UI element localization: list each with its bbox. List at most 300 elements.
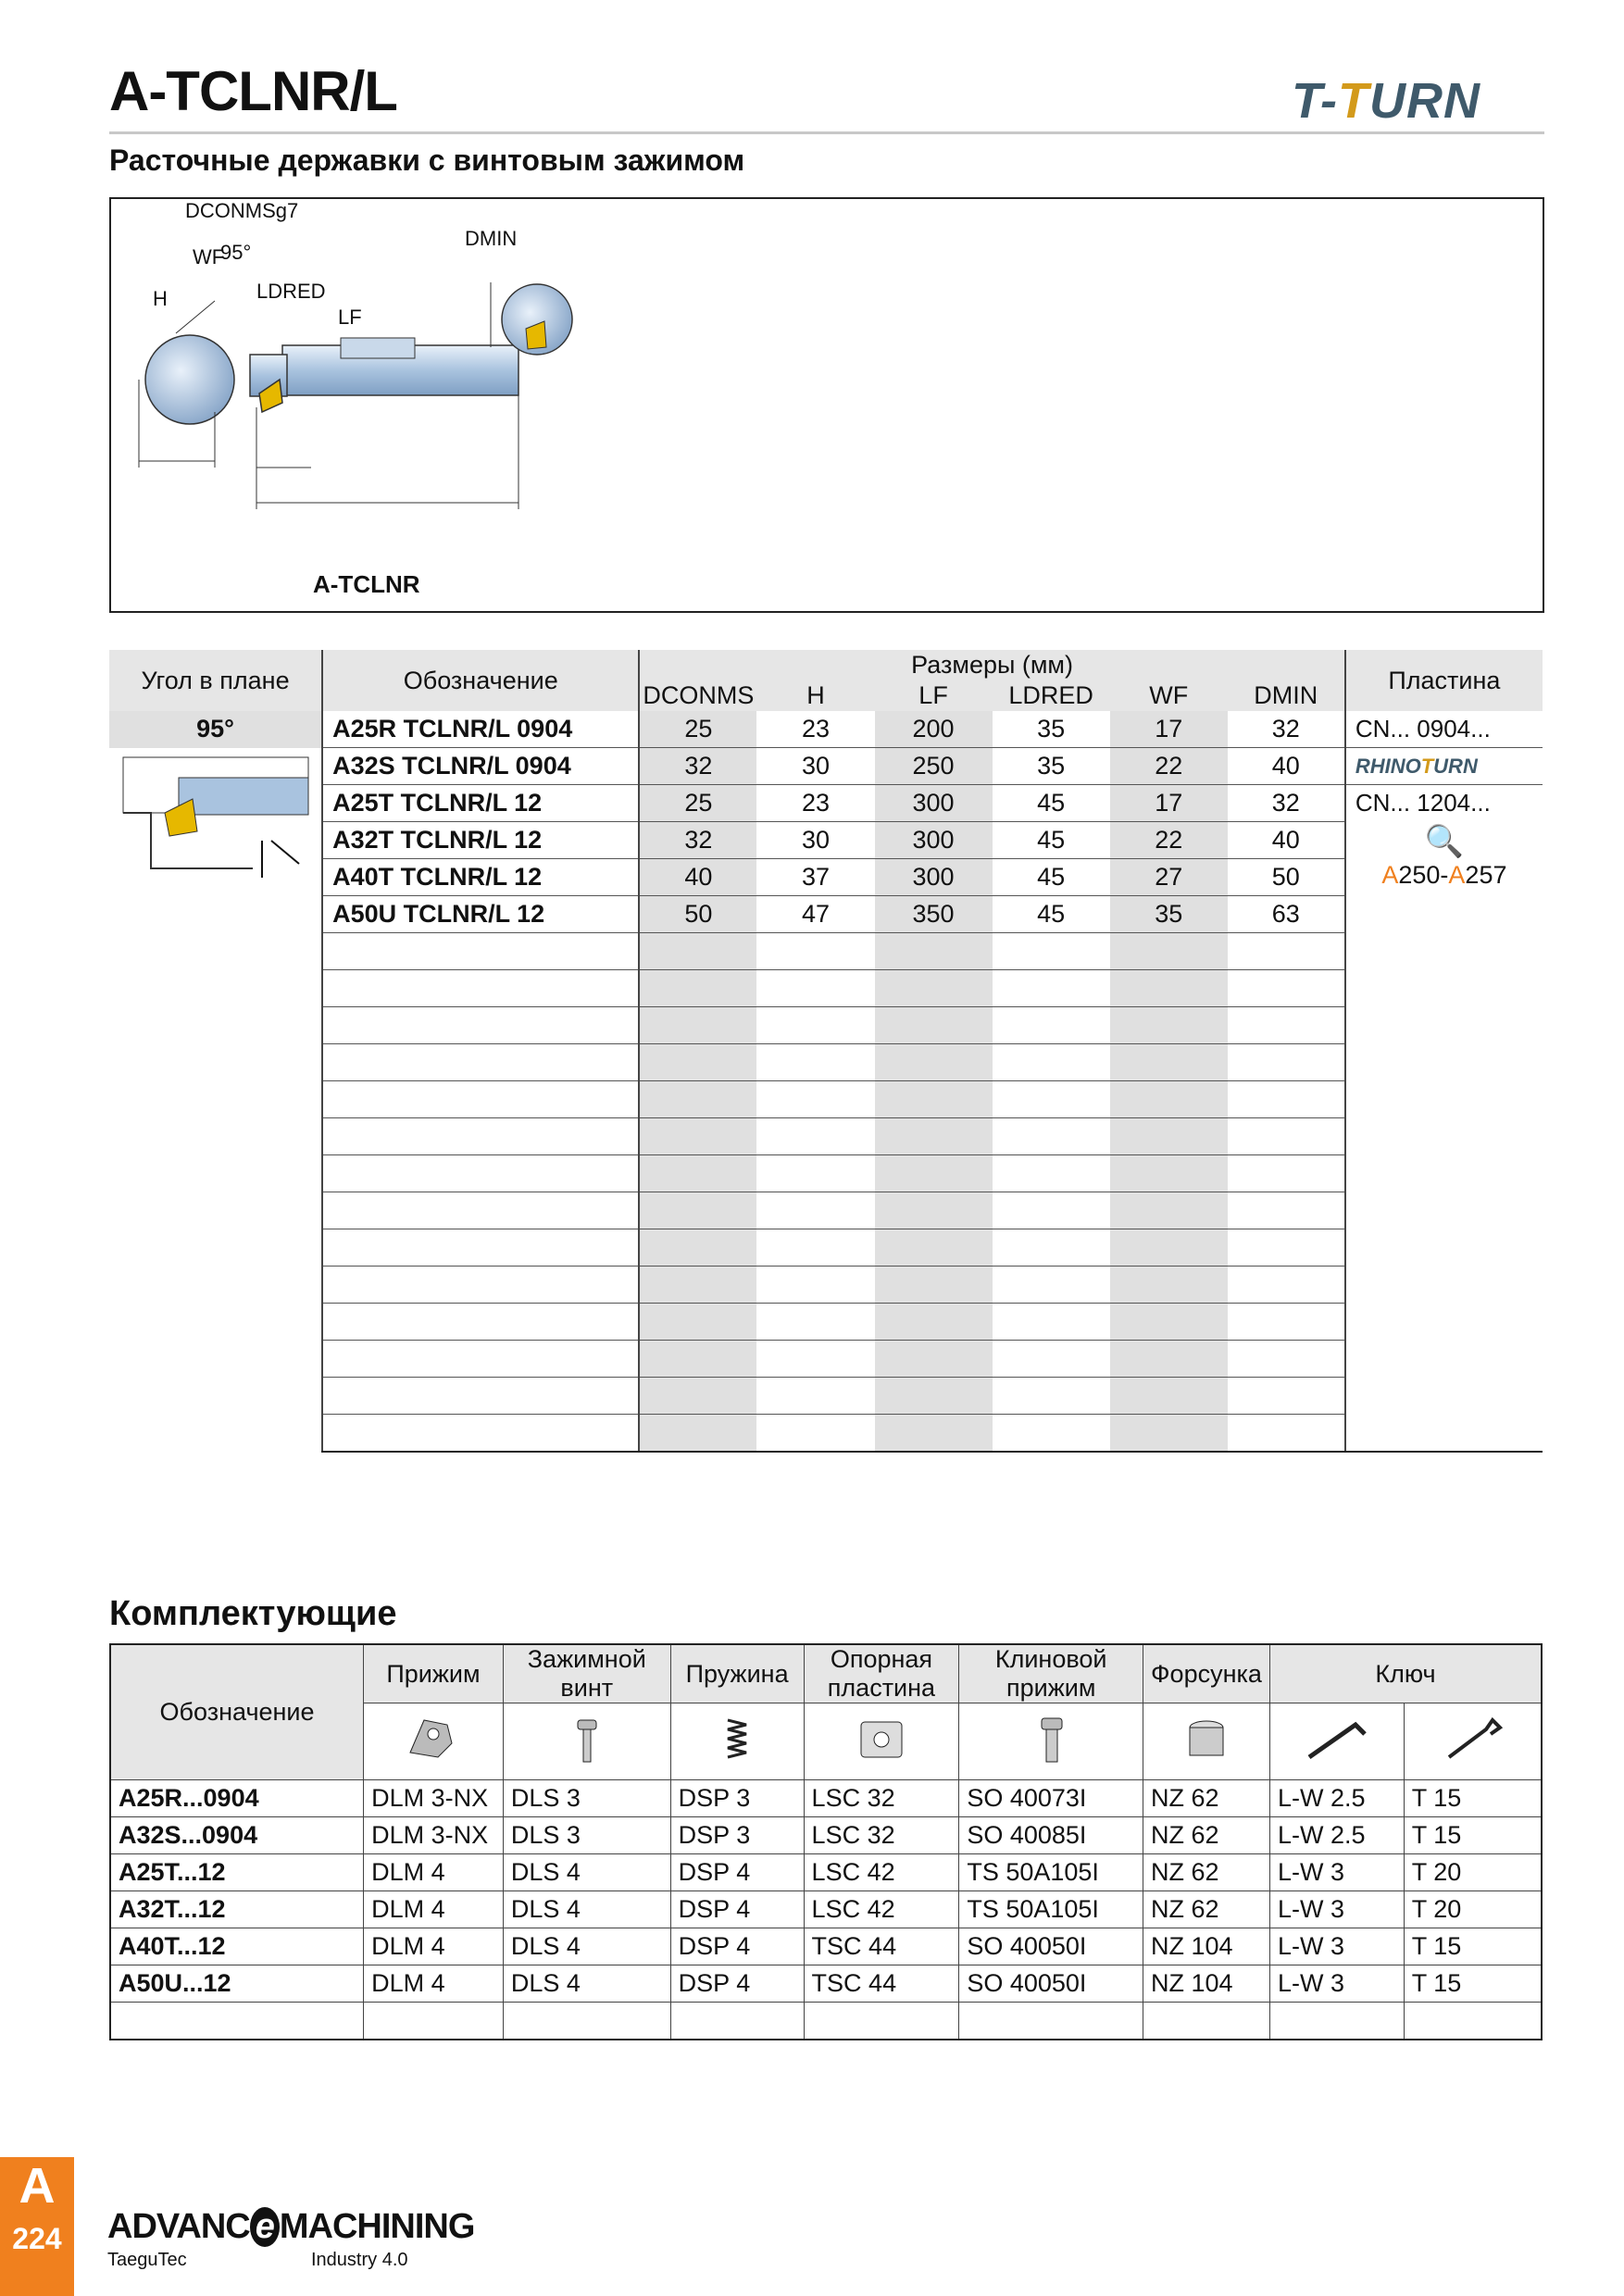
designation-cell (322, 1341, 639, 1378)
accessory-part: L-W 3 (1269, 1854, 1404, 1891)
insert-empty (1345, 933, 1543, 970)
dim-cell: 30 (756, 748, 874, 785)
accessory-empty (1404, 2003, 1542, 2040)
col-lf: LF (875, 680, 993, 711)
accessory-part: L-W 3 (1269, 1965, 1404, 2003)
accessory-part: DSP 4 (670, 1965, 804, 2003)
ref-letter: A (1381, 860, 1399, 889)
dim-cell: 25 (639, 785, 756, 822)
dim-cell: 32 (639, 748, 756, 785)
table-row (109, 1007, 1543, 1044)
accessory-part: SO 40050I (959, 1965, 1143, 2003)
accessory-part: L-W 3 (1269, 1928, 1404, 1965)
accessory-part: TSC 44 (804, 1928, 959, 1965)
acc-header-spring: Пружина (670, 1644, 804, 1703)
page-title: A-TCLNR/L (109, 60, 397, 122)
acc-header-clamp-screw: Зажимной винт (503, 1644, 670, 1703)
accessory-part: T 20 (1404, 1891, 1542, 1928)
dim-cell: 50 (639, 896, 756, 933)
dim-cell: 30 (756, 822, 874, 859)
dim-cell (756, 970, 874, 1007)
dim-cell (993, 1155, 1110, 1192)
accessory-row (110, 1928, 1542, 1965)
advance-machining-logo (107, 2207, 474, 2247)
dim-cell (1110, 1044, 1228, 1081)
accessory-part: DSP 3 (670, 1780, 804, 1817)
dim-cell: 300 (875, 822, 993, 859)
accessory-part: T 15 (1404, 1965, 1542, 2003)
dim-cell (639, 1155, 756, 1192)
accessory-part: TS 50A105I (959, 1854, 1143, 1891)
table-row (109, 1118, 1543, 1155)
dim-cell (1228, 1341, 1345, 1378)
accessory-empty (670, 2003, 804, 2040)
dim-cell (639, 1304, 756, 1341)
accessory-empty (1143, 2003, 1270, 2040)
dim-cell: 37 (756, 859, 874, 896)
table-row (109, 1267, 1543, 1304)
dim-cell (993, 1044, 1110, 1081)
insert-empty (1345, 1415, 1543, 1453)
designation-cell: A25T TCLNR/L 12 (322, 785, 639, 822)
rhino-t: T (1420, 754, 1434, 778)
accessory-part: NZ 62 (1143, 1817, 1270, 1854)
hex-key-icon (1269, 1703, 1404, 1780)
dim-cell (1110, 933, 1228, 970)
accessory-part: DLM 3-NX (364, 1780, 504, 1817)
designation-cell (322, 1155, 639, 1192)
col-h: H (756, 680, 874, 711)
dim-cell (756, 1304, 874, 1341)
dim-cell (756, 1341, 874, 1378)
insert-empty (1345, 970, 1543, 1007)
dim-cell (1110, 1118, 1228, 1155)
dim-cell (1110, 1192, 1228, 1229)
dim-cell: 22 (1110, 748, 1228, 785)
table-row (109, 859, 1543, 896)
insert-empty (1345, 1155, 1543, 1192)
dim-cell: 40 (639, 859, 756, 896)
accessory-empty (1269, 2003, 1404, 2040)
accessory-part: DSP 4 (670, 1891, 804, 1928)
accessory-part: LSC 42 (804, 1891, 959, 1928)
dim-cell (756, 1007, 874, 1044)
table-row (109, 896, 1543, 933)
designation-cell (322, 1118, 639, 1155)
acc-header-nozzle: Форсунка (1143, 1644, 1270, 1703)
designation-cell (322, 1192, 639, 1229)
table-row (109, 1081, 1543, 1118)
accessory-row (110, 1891, 1542, 1928)
dim-cell (1110, 1267, 1228, 1304)
table-row (109, 1192, 1543, 1229)
table-row (109, 1304, 1543, 1341)
dim-cell (756, 1229, 874, 1267)
dim-cell: 32 (639, 822, 756, 859)
col-dconms: DCONMS (639, 680, 756, 711)
dim-cell (1228, 1155, 1345, 1192)
ref-number: 257 (1465, 860, 1507, 889)
wedge-screw-icon (959, 1703, 1143, 1780)
header-dims: Размеры (мм) (639, 650, 1344, 680)
dim-cell (756, 1415, 874, 1453)
dim-cell: 23 (756, 785, 874, 822)
dim-cell (993, 1229, 1110, 1267)
dim-cell: 300 (875, 859, 993, 896)
accessory-part: TS 50A105I (959, 1891, 1143, 1928)
dim-cell (993, 1304, 1110, 1341)
dim-cell: 300 (875, 785, 993, 822)
dim-cell (1110, 1007, 1228, 1044)
designation-cell: A25R TCLNR/L 0904 (322, 711, 639, 748)
accessory-row-empty (110, 2003, 1542, 2040)
dim-cell (756, 1081, 874, 1118)
dim-cell (639, 1267, 756, 1304)
insert-empty (1345, 1304, 1543, 1341)
accessory-part: LSC 32 (804, 1780, 959, 1817)
acc-header-designation: Обозначение (110, 1644, 364, 1780)
col-wf: WF (1110, 680, 1228, 711)
dim-cell (875, 1081, 993, 1118)
dim-cell (1110, 1081, 1228, 1118)
accessory-row (110, 1965, 1542, 2003)
accessory-part: DLM 4 (364, 1928, 504, 1965)
designation-cell (322, 1229, 639, 1267)
designation-cell: A32T TCLNR/L 12 (322, 822, 639, 859)
clamp-icon (364, 1703, 504, 1780)
accessory-part: DLM 3-NX (364, 1817, 504, 1854)
torx-key-icon (1404, 1703, 1542, 1780)
accessories-table (109, 1643, 1543, 2040)
tool-diagram (109, 197, 1544, 613)
label-dmin: DMIN (465, 227, 518, 250)
angle-illustration (109, 748, 322, 1453)
footer-company: TaeguTec (107, 2250, 187, 2270)
accessory-part: TSC 44 (804, 1965, 959, 2003)
accessory-part: DLS 4 (503, 1854, 670, 1891)
designation-cell (322, 970, 639, 1007)
dim-cell (875, 1267, 993, 1304)
dim-cell: 350 (875, 896, 993, 933)
screw-icon (503, 1703, 670, 1780)
insert-cn0904: CN... 0904... (1345, 711, 1543, 748)
dim-cell: 25 (639, 711, 756, 748)
insert-empty (1345, 1192, 1543, 1229)
dim-cell (875, 1155, 993, 1192)
rhino-suffix: URN (1433, 754, 1478, 778)
header-angle: Угол в плане (109, 650, 322, 711)
accessory-part: L-W 3 (1269, 1891, 1404, 1928)
acc-header-key: Ключ (1269, 1644, 1542, 1703)
dim-cell (993, 1378, 1110, 1415)
brand-prefix: T- (1292, 73, 1338, 129)
dim-cell (756, 1044, 874, 1081)
dim-cell (875, 933, 993, 970)
dim-cell: 35 (1110, 896, 1228, 933)
dim-cell (1228, 1118, 1345, 1155)
accessory-part: T 15 (1404, 1928, 1542, 1965)
dim-cell: 45 (993, 822, 1110, 859)
dim-cell (875, 970, 993, 1007)
insert-empty (1345, 1118, 1543, 1155)
rhino-text: RHINO (1355, 754, 1421, 778)
insert-cn1204: CN... 1204... (1355, 789, 1491, 817)
accessory-empty (364, 2003, 504, 2040)
designation-cell: A50U TCLNR/L 12 (322, 896, 639, 933)
accessory-part: NZ 104 (1143, 1965, 1270, 2003)
insert-empty (1345, 896, 1543, 933)
dim-cell (756, 933, 874, 970)
angle-value: 95° (109, 711, 322, 748)
accessories-title: Комплектующие (109, 1594, 397, 1633)
dim-cell (1228, 1007, 1345, 1044)
designation-cell (322, 1007, 639, 1044)
dim-cell (993, 970, 1110, 1007)
dim-cell (875, 1341, 993, 1378)
dim-cell: 35 (993, 711, 1110, 748)
acc-header-clamp: Прижим (364, 1644, 504, 1703)
dim-cell (1110, 970, 1228, 1007)
t-turn-logo (1292, 72, 1480, 130)
dim-cell (756, 1267, 874, 1304)
accessory-part: SO 40085I (959, 1817, 1143, 1854)
designation-cell: A40T TCLNR/L 12 (322, 859, 639, 896)
accessory-part: NZ 62 (1143, 1891, 1270, 1928)
col-dmin: DMIN (1228, 680, 1345, 711)
label-wf: WF (193, 245, 225, 268)
dim-cell (639, 1118, 756, 1155)
accessory-row (110, 1780, 1542, 1817)
dim-cell (639, 1081, 756, 1118)
dim-cell (875, 1044, 993, 1081)
ref-letter: A (1448, 860, 1466, 889)
dim-cell (639, 1007, 756, 1044)
logo-part2: MACHINING (279, 2207, 475, 2246)
dim-cell (1228, 1378, 1345, 1415)
dim-cell (756, 1118, 874, 1155)
logo-e: e (250, 2207, 280, 2247)
accessory-part: T 15 (1404, 1817, 1542, 1854)
dim-cell (1228, 1415, 1345, 1453)
label-lf: LF (338, 306, 362, 329)
brand-suffix: URN (1369, 73, 1480, 129)
accessory-part: SO 40073I (959, 1780, 1143, 1817)
accessory-designation: A40T...12 (110, 1928, 364, 1965)
magnifier-icon[interactable]: 🔍 (1424, 823, 1465, 859)
dim-cell (639, 1044, 756, 1081)
label-dconms: DCONMSg7 (185, 199, 299, 222)
dim-cell: 17 (1110, 711, 1228, 748)
dim-cell (993, 1415, 1110, 1453)
accessory-part: DLS 3 (503, 1780, 670, 1817)
dim-cell: 45 (993, 859, 1110, 896)
label-ldred: LDRED (256, 280, 326, 303)
insert-empty (1345, 1044, 1543, 1081)
accessory-part: DSP 4 (670, 1854, 804, 1891)
accessory-empty (959, 2003, 1143, 2040)
dim-cell (1228, 970, 1345, 1007)
dim-cell (875, 1118, 993, 1155)
table-row (109, 711, 1543, 748)
accessory-part: NZ 62 (1143, 1854, 1270, 1891)
designation-cell (322, 1044, 639, 1081)
table-row (109, 933, 1543, 970)
dim-cell (1228, 1304, 1345, 1341)
dim-cell: 45 (993, 896, 1110, 933)
dim-cell (875, 1007, 993, 1044)
acc-header-shim: Опорная пластина (804, 1644, 959, 1703)
table-row (109, 1378, 1543, 1415)
dim-cell: 40 (1228, 748, 1345, 785)
dim-cell (1228, 1081, 1345, 1118)
insert-empty (1345, 1007, 1543, 1044)
dim-cell (756, 1378, 874, 1415)
accessory-part: L-W 2.5 (1269, 1817, 1404, 1854)
table-row (109, 1044, 1543, 1081)
shim-icon (804, 1703, 959, 1780)
dim-cell: 200 (875, 711, 993, 748)
label-angle: 95° (220, 241, 252, 264)
shank-end-view (145, 335, 234, 424)
table-row (109, 748, 1543, 785)
dim-cell (639, 1415, 756, 1453)
accessory-part: T 15 (1404, 1780, 1542, 1817)
accessory-empty (110, 2003, 364, 2040)
dim-cell (639, 970, 756, 1007)
dim-cell (993, 1192, 1110, 1229)
page-subtitle: Расточные державки с винтовым зажимом (109, 144, 745, 177)
accessory-part: DSP 4 (670, 1928, 804, 1965)
accessory-empty (503, 2003, 670, 2040)
title-rule (109, 131, 1544, 134)
insert-empty (1345, 1341, 1543, 1378)
accessory-empty (804, 2003, 959, 2040)
dim-cell: 47 (756, 896, 874, 933)
insert-empty (1345, 1267, 1543, 1304)
accessory-part: DLS 4 (503, 1965, 670, 2003)
dim-cell: 50 (1228, 859, 1345, 896)
dim-cell (756, 1155, 874, 1192)
accessory-designation: A32S...0904 (110, 1817, 364, 1854)
table-row (109, 822, 1543, 859)
page-number: 224 (12, 2222, 62, 2255)
accessory-part: DLS 4 (503, 1928, 670, 1965)
designation-cell (322, 1304, 639, 1341)
dim-cell (875, 1304, 993, 1341)
dim-cell: 35 (993, 748, 1110, 785)
dim-cell (875, 1415, 993, 1453)
dim-cell (993, 1341, 1110, 1378)
tool-drawing (111, 199, 1543, 611)
table-row (109, 1341, 1543, 1378)
accessory-part: DSP 3 (670, 1817, 804, 1854)
table-row (109, 1155, 1543, 1192)
footer-tagline: Industry 4.0 (311, 2250, 408, 2270)
logo-part1: ADVANC (107, 2207, 250, 2246)
dim-cell (993, 1007, 1110, 1044)
dim-cell (639, 1192, 756, 1229)
accessory-part: L-W 2.5 (1269, 1780, 1404, 1817)
table-row (109, 1229, 1543, 1267)
accessory-designation: A25R...0904 (110, 1780, 364, 1817)
designation-cell: A32S TCLNR/L 0904 (322, 748, 639, 785)
accessory-part: DLS 4 (503, 1891, 670, 1928)
dim-cell (875, 1229, 993, 1267)
header-insert: Пластина (1345, 650, 1543, 711)
dim-cell (1110, 1229, 1228, 1267)
dim-cell: 22 (1110, 822, 1228, 859)
dim-cell: 27 (1110, 859, 1228, 896)
accessory-part: DLM 4 (364, 1965, 504, 2003)
dim-cell (993, 1081, 1110, 1118)
page-reference[interactable] (1346, 861, 1543, 890)
dim-cell (875, 1378, 993, 1415)
col-ldred: LDRED (993, 680, 1110, 711)
section-letter: A (19, 2158, 56, 2214)
accessory-designation: A50U...12 (110, 1965, 364, 2003)
rhino-turn-logo (1345, 748, 1543, 785)
header-designation: Обозначение (322, 650, 639, 711)
accessory-designation: A32T...12 (110, 1891, 364, 1928)
dim-cell: 250 (875, 748, 993, 785)
nozzle-icon (1143, 1703, 1270, 1780)
diagram-caption: A-TCLNR (313, 570, 420, 598)
dim-cell (1228, 1267, 1345, 1304)
dim-cell (639, 1341, 756, 1378)
section-tab (0, 2157, 74, 2296)
brand-letter: T (1338, 73, 1369, 129)
dim-cell: 17 (1110, 785, 1228, 822)
boring-illustration (114, 748, 318, 887)
accessory-row (110, 1817, 1542, 1854)
accessory-part: DLM 4 (364, 1891, 504, 1928)
dim-cell: 40 (1228, 822, 1345, 859)
dim-cell (993, 1267, 1110, 1304)
designation-cell (322, 1081, 639, 1118)
designation-cell (322, 1415, 639, 1453)
accessory-part: NZ 104 (1143, 1928, 1270, 1965)
dim-cell (1110, 1304, 1228, 1341)
dim-cell (1228, 1192, 1345, 1229)
accessory-part: SO 40050I (959, 1928, 1143, 1965)
table-row (109, 785, 1543, 822)
insert-empty (1345, 1229, 1543, 1267)
dim-cell (993, 933, 1110, 970)
designation-cell (322, 1267, 639, 1304)
dim-cell (639, 933, 756, 970)
designation-cell (322, 1378, 639, 1415)
dim-cell (639, 1378, 756, 1415)
accessory-part: LSC 32 (804, 1817, 959, 1854)
dim-cell (1110, 1341, 1228, 1378)
insert-reference (1345, 822, 1543, 896)
dim-cell (1110, 1155, 1228, 1192)
dim-cell (756, 1192, 874, 1229)
dim-cell (993, 1118, 1110, 1155)
dim-cell (1110, 1378, 1228, 1415)
accessory-part: DLM 4 (364, 1854, 504, 1891)
table-row (109, 1415, 1543, 1453)
accessory-row (110, 1854, 1542, 1891)
dim-cell (1110, 1415, 1228, 1453)
holder-table (109, 650, 1543, 1453)
label-h: H (153, 287, 168, 310)
dim-cell (1228, 1044, 1345, 1081)
acc-header-wedge: Клиновой прижим (959, 1644, 1143, 1703)
dim-cell: 32 (1228, 711, 1345, 748)
insert-empty (1345, 1081, 1543, 1118)
designation-cell (322, 933, 639, 970)
